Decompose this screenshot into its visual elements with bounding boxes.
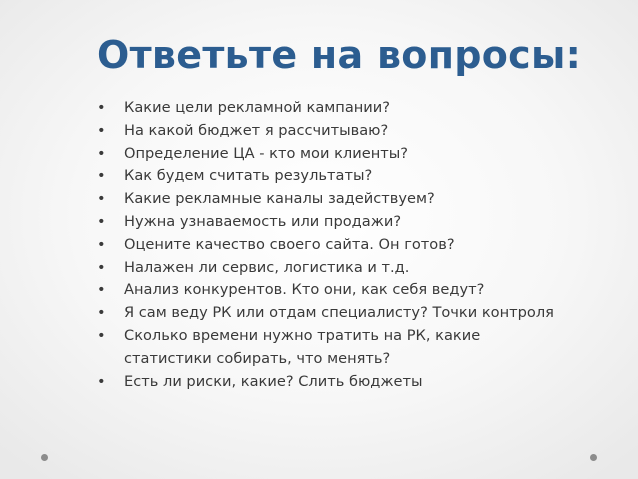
list-item [97, 97, 627, 120]
bullet-dot: • [97, 372, 106, 390]
list-item-text: Какие цели рекламной кампании? [124, 99, 391, 116]
list-item-text: Я сам веду РК или отдам специалисту? Точки контроля [124, 304, 554, 322]
bullet-dot: • [97, 326, 106, 344]
list-item-text: Есть ли риски, какие? Слить бюджеты [124, 372, 423, 390]
list-item [97, 143, 627, 166]
bullet-dot: • [97, 281, 106, 299]
bullet-dot: • [97, 144, 106, 162]
list-item-text: Нужна узнаваемость или продажи? [124, 212, 402, 230]
decorative-dot-bottom-left [41, 454, 48, 461]
list-item-text: Налажен ли сервис, логистика и т.д. [124, 258, 410, 276]
list-item [97, 325, 627, 371]
list-item [97, 188, 627, 211]
list-item-text: Как будем считать результаты? [124, 167, 373, 185]
list-item [97, 302, 627, 325]
bullet-dot: • [97, 167, 106, 185]
list-item [97, 165, 627, 188]
bullet-dot: • [97, 304, 106, 322]
slide-title: Ответьте на вопросы: [97, 33, 582, 77]
list-item [97, 234, 627, 257]
bullet-dot: • [97, 258, 106, 276]
list-item [97, 371, 627, 394]
list-item [97, 257, 627, 280]
bullet-dot: • [97, 190, 106, 208]
list-item-text: На какой бюджет я рассчитываю? [124, 121, 389, 139]
list-item-text-continuation: статистики собирать, что менять? [124, 349, 391, 367]
question-list [97, 97, 627, 393]
bullet-dot: • [97, 235, 106, 253]
list-item-text: Оцените качество своего сайта. Он готов? [124, 235, 455, 253]
list-item [97, 279, 627, 302]
decorative-dot-bottom-right [590, 454, 597, 461]
bullet-dot: • [97, 121, 106, 139]
bullet-dot: • [97, 212, 106, 230]
list-item-text: Анализ конкурентов. Кто они, как себя ведут? [124, 281, 485, 299]
list-item-text: Какие рекламные каналы задействуем? [124, 190, 435, 208]
list-item-text: Сколько времени нужно тратить на РК, какие [124, 326, 481, 344]
list-item [97, 211, 627, 234]
list-item-text: Определение ЦА - кто мои клиенты? [124, 144, 409, 162]
list-item [97, 120, 627, 143]
bullet-dot: • [97, 99, 106, 116]
